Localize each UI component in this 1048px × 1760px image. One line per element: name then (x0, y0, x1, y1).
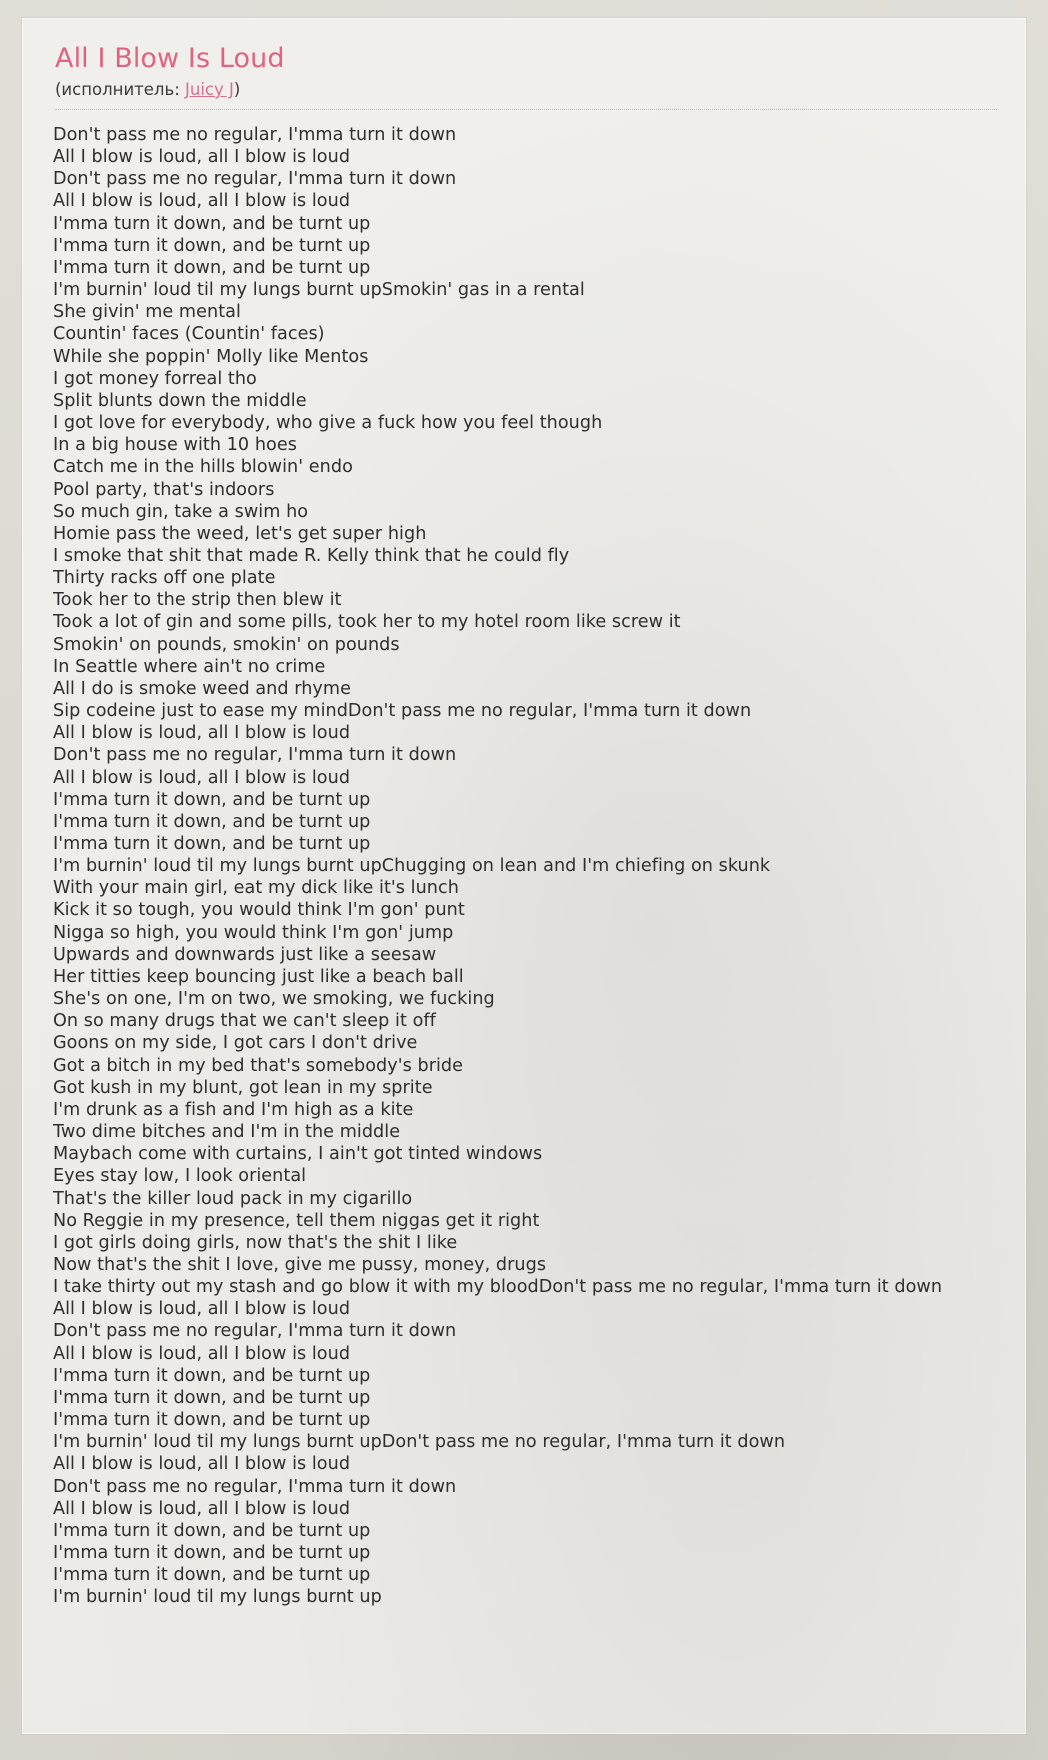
lyric-line: Took her to the strip then blew it (53, 590, 342, 611)
lyric-line: I'mma turn it down, and be turnt up (53, 1365, 371, 1386)
lyric-line: All I do is smoke weed and rhyme (53, 678, 351, 699)
lyric-line: I'mma turn it down, and be turnt up (53, 257, 371, 278)
lyric-line: I'mma turn it down, and be turnt up (53, 789, 371, 810)
lyric-line: With your main girl, eat my dick like it's lunch (53, 878, 459, 899)
lyric-line: Homie pass the weed, let's get super high (53, 523, 427, 544)
lyric-line: All I blow is loud, all I blow is loud (53, 191, 351, 212)
lyric-line: Catch me in the hills blowin' endo (53, 457, 353, 478)
lyric-line: I got money forreal tho (53, 368, 257, 389)
lyric-line: All I blow is loud, all I blow is loud (53, 1498, 351, 1519)
lyric-line: Maybach come with curtains, I ain't got tinted windows (53, 1144, 543, 1165)
lyric-line: Now that's the shit I love, give me pussy, money, drugs (53, 1254, 547, 1275)
artist-label: (исполнитель: (55, 80, 180, 99)
lyric-line: Don't pass me no regular, I'mma turn it down (53, 745, 457, 766)
artist-suffix: ) (233, 80, 241, 99)
lyric-line: I got love for everybody, who give a fuck how you feel though (53, 413, 603, 434)
lyric-line: I'm burnin' loud til my lungs burnt upChugging on lean and I'm chiefing on skunk (53, 856, 771, 877)
lyric-line: I'm drunk as a fish and I'm high as a kite (53, 1099, 414, 1120)
lyric-line: Smokin' on pounds, smokin' on pounds (53, 634, 400, 655)
lyric-line: I'mma turn it down, and be turnt up (53, 1543, 371, 1563)
lyric-line: All I blow is loud, all I blow is loud (53, 1299, 351, 1320)
lyric-line: She givin' me mental (53, 302, 241, 323)
lyric-line: Two dime bitches and I'm in the middle (53, 1122, 401, 1143)
lyric-line: Took a lot of gin and some pills, took her to my hotel room like screw it (53, 612, 681, 633)
lyric-line: I take thirty out my stash and go blow it with my bloodDon't pass me no regular, I'mma turn it down (53, 1277, 943, 1298)
lyric-line: Split blunts down the middle (53, 390, 307, 411)
lyric-line: Upwards and downwards just like a seesaw (53, 944, 437, 965)
lyric-line: I'mma turn it down, and be turnt up (53, 1520, 371, 1541)
lyric-line: In a big house with 10 hoes (53, 435, 297, 456)
artist-link[interactable]: Juicy J (185, 80, 234, 99)
lyric-line: I'mma turn it down, and be turnt up (53, 1387, 371, 1408)
lyric-line: I'mma turn it down, and be turnt up (53, 1565, 371, 1586)
lyric-line: Got a bitch in my bed that's somebody's bride (53, 1055, 464, 1076)
lyric-line: Kick it so tough, you would think I'm gon' punt (53, 900, 465, 921)
lyric-line: I'mma turn it down, and be turnt up (53, 213, 371, 234)
lyric-line: Don't pass me no regular, I'mma turn it down (53, 169, 457, 190)
lyric-line: All I blow is loud, all I blow is loud (53, 147, 351, 168)
lyric-line: In Seattle where ain't no crime (53, 656, 326, 677)
lyric-line: Don't pass me no regular, I'mma turn it down (53, 1476, 457, 1497)
lyric-line: Thirty racks off one plate (53, 568, 276, 589)
lyric-line: No Reggie in my presence, tell them niggas get it right (53, 1210, 540, 1231)
lyric-line: I'm burnin' loud til my lungs burnt upDon't pass me no regular, I'mma turn it down (53, 1432, 786, 1453)
lyrics-body (53, 124, 997, 1608)
lyric-line: Don't pass me no regular, I'mma turn it down (53, 125, 457, 145)
lyric-line: Got kush in my blunt, got lean in my sprite (53, 1077, 433, 1098)
lyric-line: I'mma turn it down, and be turnt up (53, 1410, 371, 1431)
lyric-line: Nigga so high, you would think I'm gon' jump (53, 922, 454, 943)
lyric-line: Her titties keep bouncing just like a beach ball (53, 966, 464, 987)
lyric-line: Eyes stay low, I look oriental (53, 1166, 307, 1187)
page-title: All I Blow Is Loud (55, 43, 285, 74)
lyric-line: Sip codeine just to ease my mindDon't pass me no regular, I'mma turn it down (53, 701, 752, 722)
lyric-line: While she poppin' Molly like Mentos (53, 346, 369, 367)
lyric-line: Don't pass me no regular, I'mma turn it down (53, 1321, 457, 1342)
lyric-line: I'mma turn it down, and be turnt up (53, 235, 371, 256)
lyric-line: I got girls doing girls, now that's the shit I like (53, 1232, 458, 1253)
lyric-line: All I blow is loud, all I blow is loud (53, 723, 351, 744)
lyric-line: I'm burnin' loud til my lungs burnt upSmokin' gas in a rental (53, 280, 585, 301)
lyric-line: All I blow is loud, all I blow is loud (53, 1343, 351, 1364)
lyric-line: On so many drugs that we can't sleep it off (53, 1011, 436, 1032)
lyric-line: I'm burnin' loud til my lungs burnt up (53, 1587, 382, 1608)
lyric-line: All I blow is loud, all I blow is loud (53, 767, 351, 788)
lyrics-sheet (22, 18, 1026, 1734)
lyric-line: Pool party, that's indoors (53, 479, 275, 500)
lyric-line: She's on one, I'm on two, we smoking, we fucking (53, 989, 495, 1010)
lyric-line: So much gin, take a swim ho (53, 501, 309, 522)
lyric-line: Goons on my side, I got cars I don't drive (53, 1033, 418, 1054)
lyric-line: I'mma turn it down, and be turnt up (53, 834, 371, 854)
lyric-line: I smoke that shit that made R. Kelly think that he could fly (53, 545, 570, 566)
lyric-line: I'mma turn it down, and be turnt up (53, 811, 371, 832)
lyric-line: All I blow is loud, all I blow is loud (53, 1454, 351, 1475)
artist-line (55, 80, 997, 110)
lyric-line: That's the killer loud pack in my cigarillo (53, 1188, 413, 1209)
lyric-line: Countin' faces (Countin' faces) (53, 324, 325, 345)
